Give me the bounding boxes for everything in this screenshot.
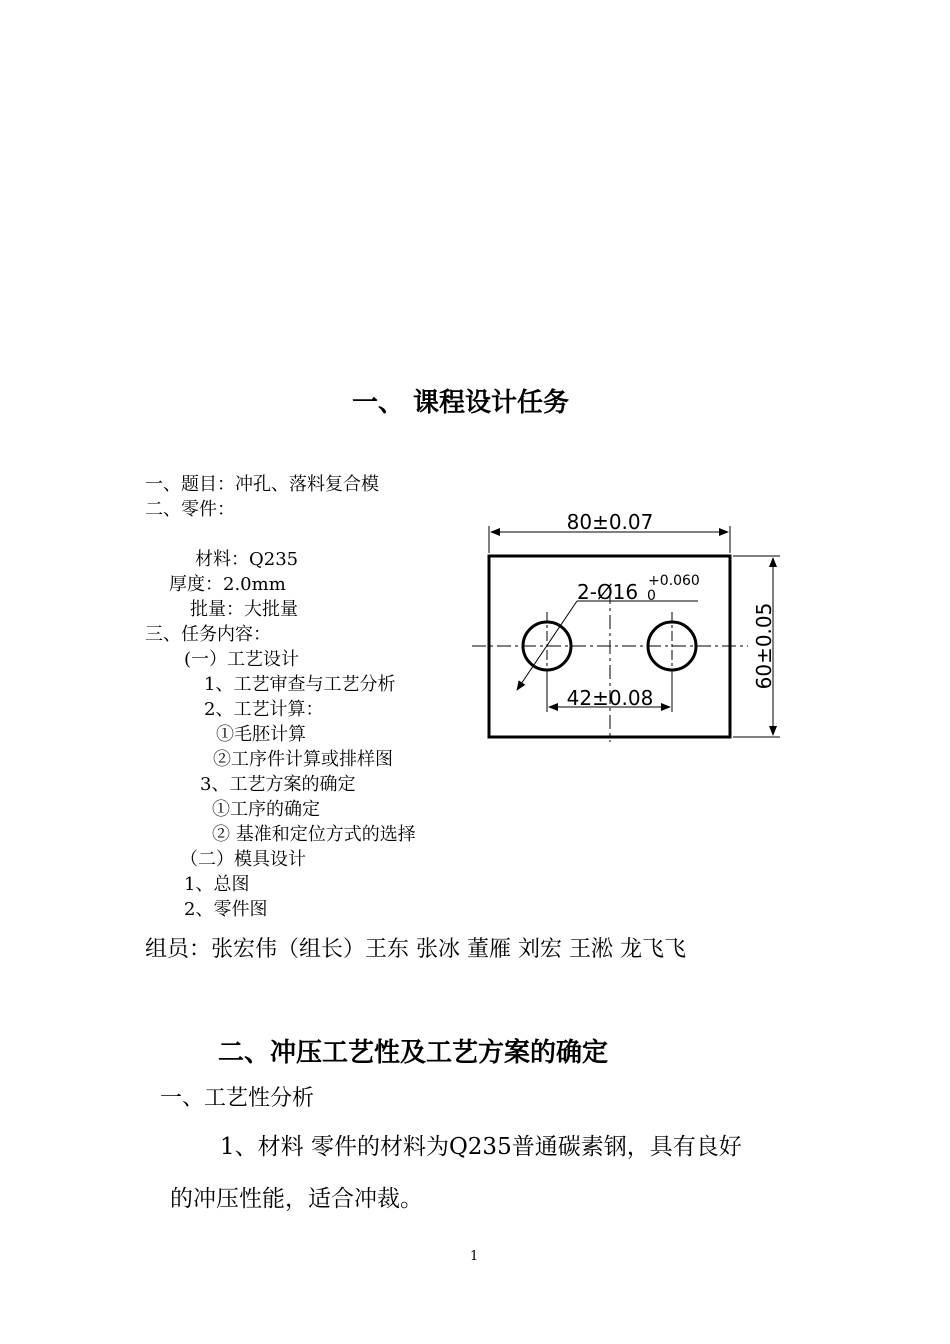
paragraph-line-1: 1、材料 零件的材料为Q235普通碳素钢，具有良好 xyxy=(220,1134,742,1160)
hole-spacing-text: 42±0.08 xyxy=(566,686,654,710)
paragraph-line-2: 的冲压性能，适合冲裁。 xyxy=(170,1186,423,1212)
section2-subheading: 一、工艺性分析 xyxy=(160,1086,315,1111)
task-line-topic: 一、题目：冲孔、落料复合模 xyxy=(145,474,379,495)
task-line-process-design: (一）工艺设计 xyxy=(184,649,300,670)
task-line-die-design: （二）模具设计 xyxy=(180,849,306,870)
task-line-blank-calc: ①毛胚计算 xyxy=(216,724,306,745)
task-line-thickness: 厚度：2.0mm xyxy=(169,574,286,595)
width-dimension-text: 80±0.07 xyxy=(566,510,654,534)
members-line: 组员：张宏伟（组长）王东 张冰 董雁 刘宏 王淞 龙飞飞 xyxy=(145,937,686,962)
task-line-scheme: 3、工艺方案的确定 xyxy=(200,774,356,795)
task-line-content: 三、任务内容： xyxy=(145,624,271,645)
section2-title: 二、冲压工艺性及工艺方案的确定 xyxy=(218,1038,609,1068)
height-dimension-text: 60±0.05 xyxy=(752,602,776,690)
task-line-batch: 批量：大批量 xyxy=(190,599,298,620)
task-line-assembly: 1、总图 xyxy=(184,874,250,895)
task-line-part: 二、零件： xyxy=(145,499,235,520)
hole-tolerance-lower: 0 xyxy=(647,588,656,604)
task-line-calc: 2、工艺计算： xyxy=(204,699,324,720)
hole-tolerance-upper: +0.060 xyxy=(648,573,700,589)
task-line-review: 1、工艺审查与工艺分析 xyxy=(204,674,396,695)
task-line-datum: ② 基准和定位方式的选择 xyxy=(212,824,416,845)
task-line-process-sel: ①工序的确定 xyxy=(212,799,320,820)
task-line-parts: 2、零件图 xyxy=(184,899,268,920)
page-number: 1 xyxy=(470,1249,479,1264)
part-drawing xyxy=(460,505,800,755)
hole-size-text: 2-Ø16 xyxy=(577,580,639,604)
task-line-layout: ②工序件计算或排样图 xyxy=(213,749,393,770)
task-line-material: 材料：Q235 xyxy=(195,549,299,570)
section1-title: 一、 课程设计任务 xyxy=(352,388,570,418)
